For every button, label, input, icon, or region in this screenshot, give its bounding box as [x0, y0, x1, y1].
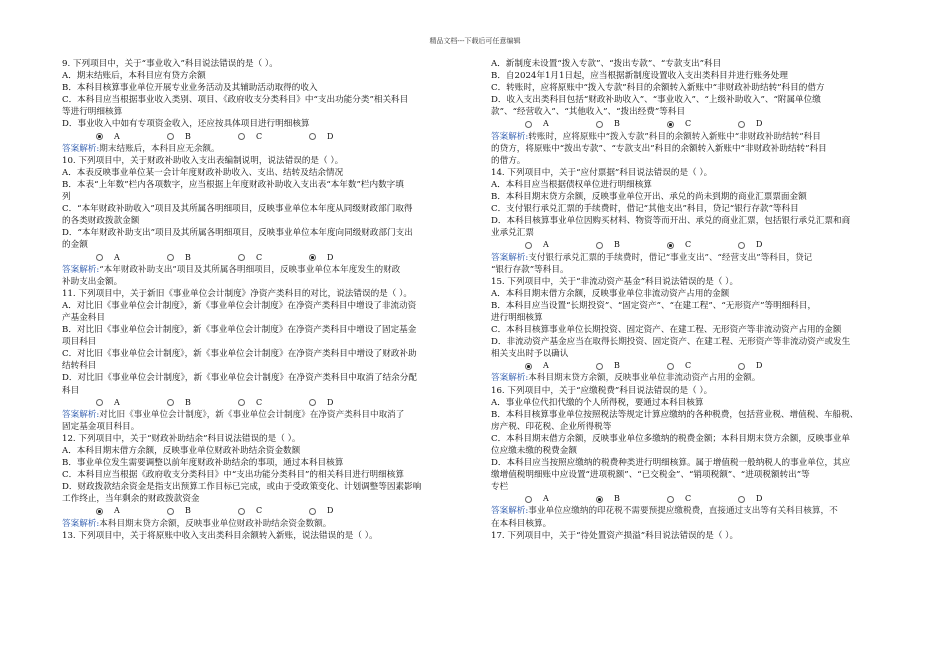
text-line: 15. 下列项目中，关于“非流动资产基金”科目说法错误的是（ ）。: [491, 276, 739, 287]
text-line: B．自2024年1月1日起，应当根据新制度设置收入支出类科目并进行账务处理: [491, 71, 788, 82]
radio-button[interactable]: [596, 242, 603, 249]
radio-button[interactable]: [238, 254, 245, 261]
answer-explanation: [62, 409, 464, 421]
text-line: D．财政拨款结余资金是指支出预算工作目标已完成，或由于受政策变化、计划调整等因素影响: [62, 482, 422, 493]
text-line: 11. 下列项目中，关于新旧《事业单位会计制度》净资产类科目的对比，说法错误的是（ ）。: [62, 288, 412, 299]
answer-label: 答案解析:: [491, 506, 529, 517]
text-line: A．事业单位代扣代缴的个人所得税，要通过本科目核算: [491, 397, 704, 408]
answer-text: 对比旧《事业单位会计制度》，新《事业单位会计制度》在净资产类科目中取消了: [99, 409, 405, 420]
answer-options: [491, 239, 893, 251]
text-line: B．事业单位发生需要调整以前年度财政补助结余的事项，通过本科目核算: [62, 458, 344, 469]
option-d[interactable]: [738, 239, 809, 251]
option-label: C: [685, 119, 692, 129]
answer-explanation: [62, 143, 464, 155]
text-line: D．本科目核算事业单位因购买材料、物资等而开出、承兑的商业汇票，包括银行承兑汇票和商: [491, 216, 851, 227]
text-line: C．本科目核算事业单位长期投资、固定资产、在建工程、无形资产等非流动资产占用的金额: [491, 325, 842, 336]
option-b[interactable]: [167, 397, 238, 409]
answer-text: 期末结账后，本科目应无余额。: [99, 143, 220, 154]
text-line: 补助支出金额。: [62, 276, 123, 287]
option-c[interactable]: [238, 397, 309, 409]
radio-button[interactable]: [309, 254, 316, 261]
text-line: 房产税、印花税、企业所得税等: [491, 421, 612, 432]
option-b[interactable]: [596, 493, 667, 505]
radio-button[interactable]: [525, 121, 532, 128]
option-a[interactable]: [96, 252, 167, 264]
option-label: D: [756, 119, 763, 129]
text-line: C．本科目应当根据事业收入类别、项目、《政府收支分类科目》中“支出功能分类”相关科目: [62, 95, 409, 106]
answer-options: [491, 360, 893, 372]
option-label: B: [185, 131, 191, 141]
radio-button[interactable]: [238, 399, 245, 406]
option-a[interactable]: [525, 239, 596, 251]
option-label: B: [614, 119, 620, 129]
option-label: D: [756, 240, 763, 250]
text-line: A．本科目应当根据债权单位进行明细核算: [491, 179, 652, 190]
option-label: D: [327, 131, 334, 141]
text-line: B．对比旧《事业单位会计制度》，新《事业单位会计制度》在净资产类科目中增设了固定基金: [62, 325, 417, 336]
option-a[interactable]: [525, 118, 596, 130]
text-line: 14. 下列项目中，关于“应付票据”科目说法错误的是（ ）。: [491, 167, 713, 178]
text-line: 的金额: [62, 240, 88, 251]
option-a[interactable]: [96, 131, 167, 143]
text-line: D．“本年财政补助支出”项目及其所属各明细项目，反映事业单位本年度向同级财政部门支出: [62, 228, 413, 239]
answer-options: [62, 252, 464, 264]
option-label: B: [614, 494, 620, 504]
option-label: A: [114, 506, 120, 516]
text-line: C．“本年财政补助收入”项目及其所属各明细项目，反映事业单位本年度从同级财政部门取得: [62, 204, 413, 215]
text-line: 固定基金项目科目。: [62, 421, 140, 432]
answer-label: 答案解析:: [491, 131, 529, 142]
option-b[interactable]: [596, 118, 667, 130]
option-label: D: [327, 506, 334, 516]
radio-button[interactable]: [738, 363, 745, 370]
radio-button[interactable]: [667, 363, 674, 370]
text-line: 专栏: [491, 482, 509, 493]
option-label: B: [614, 240, 620, 250]
option-b[interactable]: [167, 131, 238, 143]
option-c[interactable]: [667, 118, 738, 130]
radio-button[interactable]: [525, 242, 532, 249]
option-label: A: [543, 361, 549, 371]
option-d[interactable]: [309, 397, 380, 409]
option-a[interactable]: [525, 360, 596, 372]
text-line: B．本表“上年数”栏内各项数字，应当根据上年度财政补助收入支出表“本年数”栏内数字填: [62, 179, 404, 190]
option-d[interactable]: [309, 252, 380, 264]
option-b[interactable]: [167, 505, 238, 517]
answer-text: 转账时，应将原账中“拨入专款”科目的余额转入新账中“非财政补助结转”科目: [528, 131, 821, 142]
answer-text: 本科目期末贷方余额，反映事业单位财政补助结余资金数额。: [99, 518, 332, 529]
text-line: C．本科目应当根据《政府收支分类科目》中“支出功能分类科目”的相关科目进行明细核算: [62, 470, 404, 481]
option-label: A: [543, 240, 549, 250]
answer-label: 答案解析:: [62, 409, 100, 420]
option-label: B: [614, 361, 620, 371]
radio-button[interactable]: [596, 363, 603, 370]
option-d[interactable]: [309, 131, 380, 143]
option-b[interactable]: [596, 239, 667, 251]
page-header: 精品文档---下载后可任意编辑: [429, 37, 521, 45]
answer-options: [491, 118, 893, 130]
text-line: 的各类财政拨款金额: [62, 216, 140, 227]
option-label: A: [543, 494, 549, 504]
radio-button[interactable]: [525, 496, 532, 503]
radio-button[interactable]: [738, 121, 745, 128]
text-line: 的借方。: [491, 155, 526, 166]
answer-explanation: [491, 131, 893, 143]
text-line: 12. 下列项目中，关于“财政补助结余”科目说法错误的是（ ）。: [62, 433, 301, 444]
text-line: 10. 下列项目中，关于财政补助收入支出表编制说明，说法错误的是（ ）。: [62, 155, 344, 166]
text-line: D．事业收入中如有专项资金收入，还应按具体项目进行明细核算: [62, 119, 310, 130]
answer-label: 答案解析:: [62, 518, 100, 529]
radio-button[interactable]: [167, 133, 174, 140]
answer-label: 答案解析:: [491, 373, 529, 384]
radio-button[interactable]: [238, 508, 245, 515]
radio-button[interactable]: [309, 508, 316, 515]
text-line: A．新制度未设置“拨入专款”、“拨出专款”、“专款支出”科目: [491, 59, 722, 69]
text-line: 等进行明细核算: [62, 107, 123, 118]
answer-text: 事业单位应缴纳的印花税不需要预提应缴税费，直接通过支出等有关科目核算，不: [528, 506, 838, 517]
radio-button[interactable]: [96, 508, 103, 515]
text-line: 9. 下列项目中，关于“事业收入”科目说法错误的是（ ）。: [62, 59, 278, 69]
option-label: D: [756, 361, 763, 371]
option-c[interactable]: [667, 239, 738, 251]
text-line: 16. 下列项目中，关于“应缴税费”科目说法错误的是（ ）。: [491, 385, 713, 396]
text-line: 的贷方，将原账中“拨出专款”、“专款支出”科目的余额转入新账中“非财政补助结转”科目: [491, 143, 827, 154]
text-line: 结转科目: [62, 361, 97, 372]
radio-button[interactable]: [309, 133, 316, 140]
option-label: D: [756, 494, 763, 504]
answer-text: 支付银行承兑汇票的手续费时，借记“事业支出”、“经营支出”等科目，贷记: [528, 252, 813, 263]
answer-options: [491, 493, 893, 505]
option-label: C: [685, 361, 692, 371]
answer-options: [62, 505, 464, 517]
radio-button[interactable]: [96, 399, 103, 406]
text-line: 工作终止，当年剩余的财政拨款资金: [62, 494, 200, 505]
text-line: 进行明细核算: [491, 312, 543, 323]
text-line: 款”、“经营收入”、“其他收入”、“拨出经费”等科目: [491, 107, 686, 118]
text-line: 业承兑汇票: [491, 228, 534, 239]
text-line: C．本科目期末借方余额，反映事业单位多缴纳的税费金额；本科目期末贷方余额，反映事业单: [491, 433, 850, 444]
text-line: B．本科目期末贷方余额，反映事业单位开出、承兑的尚未到期的商业汇票票面金额: [491, 192, 807, 203]
radio-button[interactable]: [525, 363, 532, 370]
radio-button[interactable]: [96, 133, 103, 140]
text-line: C．转账时，应将原账中“拨入专款”科目的余额转入新账中“非财政补助结转”科目的借方: [491, 83, 825, 94]
option-label: A: [114, 252, 120, 262]
answer-text: “本年财政补助支出”项目及其所属各明细项目，反映事业单位本年度发生的财政: [99, 264, 401, 275]
radio-button[interactable]: [309, 399, 316, 406]
option-label: C: [685, 494, 692, 504]
option-a[interactable]: [525, 493, 596, 505]
option-label: C: [256, 252, 263, 262]
option-label: D: [327, 252, 334, 262]
text-line: 缴增值税明细账中应设置“进项税额”、“已交税金”、“销项税额”、“进项税额转出”等: [491, 470, 810, 481]
answer-options: [62, 397, 464, 409]
option-c[interactable]: [667, 493, 738, 505]
text-line: B．本科目核算事业单位按照税法等规定计算应缴纳的各种税费，包括营业税、增值税、车船税、: [491, 409, 859, 420]
text-line: 17. 下列项目中，关于“待处置资产损溢”科目说法错误的是（ ）。: [491, 530, 739, 541]
text-line: 科目: [62, 385, 80, 396]
option-d[interactable]: [738, 118, 809, 130]
option-label: C: [256, 506, 263, 516]
option-d[interactable]: [738, 360, 809, 372]
option-label: B: [185, 506, 191, 516]
option-b[interactable]: [167, 252, 238, 264]
option-d[interactable]: [738, 493, 809, 505]
option-d[interactable]: [309, 505, 380, 517]
option-label: C: [256, 131, 263, 141]
text-line: 位应缴未缴的税费金额: [491, 446, 577, 456]
radio-button[interactable]: [738, 242, 745, 249]
answer-text: 本科目期末贷方余额，反映事业单位非流动资产占用的金额。: [528, 373, 761, 384]
answer-explanation: [491, 372, 893, 384]
radio-button[interactable]: [667, 242, 674, 249]
option-label: C: [256, 397, 263, 407]
answer-label: 答案解析:: [491, 252, 529, 263]
option-label: C: [685, 240, 692, 250]
text-line: 项目科目: [62, 337, 97, 348]
radio-button[interactable]: [167, 254, 174, 261]
text-line: 列: [62, 192, 71, 203]
text-line: 产基金科目: [62, 312, 105, 323]
text-line: “银行存款”等科目。: [491, 264, 569, 275]
option-b[interactable]: [596, 360, 667, 372]
answer-explanation: [491, 505, 893, 517]
answer-explanation: [62, 518, 464, 530]
option-label: D: [327, 397, 334, 407]
text-line: A．期末结账后，本科目应有贷方余额: [62, 71, 206, 82]
option-c[interactable]: [667, 360, 738, 372]
option-c[interactable]: [238, 252, 309, 264]
radio-button[interactable]: [738, 496, 745, 503]
option-a[interactable]: [96, 397, 167, 409]
option-label: A: [114, 131, 120, 141]
text-line: C．支付银行承兑汇票的手续费时，借记“其他支出”科目，贷记“银行存款”等科目: [491, 204, 799, 215]
radio-button[interactable]: [596, 121, 603, 128]
radio-button[interactable]: [238, 133, 245, 140]
answer-explanation: [62, 264, 464, 276]
radio-button[interactable]: [167, 399, 174, 406]
option-a[interactable]: [96, 505, 167, 517]
text-line: 在本科目核算。: [491, 518, 552, 529]
option-label: A: [114, 397, 120, 407]
text-line: D．对比旧《事业单位会计制度》，新《事业单位会计制度》在净资产类科目中取消了结余分配: [62, 373, 417, 384]
option-label: B: [185, 252, 191, 262]
radio-button[interactable]: [96, 254, 103, 261]
option-c[interactable]: [238, 505, 309, 517]
text-line: B．本科目核算事业单位开展专业业务活动及其辅助活动取得的收入: [62, 83, 318, 94]
text-line: D．非流动资产基金应当在取得长期投资、固定资产、在建工程、无形资产等非流动资产或发生: [491, 337, 851, 348]
answer-label: 答案解析:: [62, 143, 100, 154]
answer-explanation: [491, 252, 893, 264]
option-label: A: [543, 119, 549, 129]
text-line: A．本表反映事业单位某一会计年度财政补助收入、支出、结转及结余情况: [62, 167, 344, 178]
answer-options: [62, 131, 464, 143]
text-line: A．对比旧《事业单位会计制度》，新《事业单位会计制度》在净资产类科目中增设了非流动资: [62, 300, 417, 311]
right-column: [491, 58, 893, 542]
option-c[interactable]: [238, 131, 309, 143]
text-line: C．对比旧《事业单位会计制度》，新《事业单位会计制度》在净资产类科目中增设了财政补助: [62, 349, 417, 360]
text-line: A．本科目期末借方余额，反映事业单位非流动资产占用的金额: [491, 288, 730, 299]
radio-button[interactable]: [667, 121, 674, 128]
answer-label: 答案解析:: [62, 264, 100, 275]
text-line: D．收入支出类科目包括“财政补助收入”、“事业收入”、“上级补助收入”、“附属单位缴: [491, 95, 821, 106]
text-line: 相关支出时予以确认: [491, 349, 569, 360]
text-line: D．本科目应当按照应缴纳的税费种类进行明细核算。属于增值税一般纳税人的事业单位，其应: [491, 458, 851, 469]
option-label: B: [185, 397, 191, 407]
radio-button[interactable]: [667, 496, 674, 503]
left-column: [62, 58, 464, 542]
radio-button[interactable]: [167, 508, 174, 515]
text-line: B．本科目应当设置“长期投资”、“固定资产”、“在建工程”、“无形资产”等明细科目，: [491, 300, 817, 311]
text-line: 13. 下列项目中，关于将原账中收入支出类科目余额转入新账，说法错误的是（ ）。: [62, 530, 378, 541]
radio-button[interactable]: [596, 496, 603, 503]
text-line: A．本科目期末借方余额，反映事业单位财政补助结余资金数额: [62, 446, 301, 456]
